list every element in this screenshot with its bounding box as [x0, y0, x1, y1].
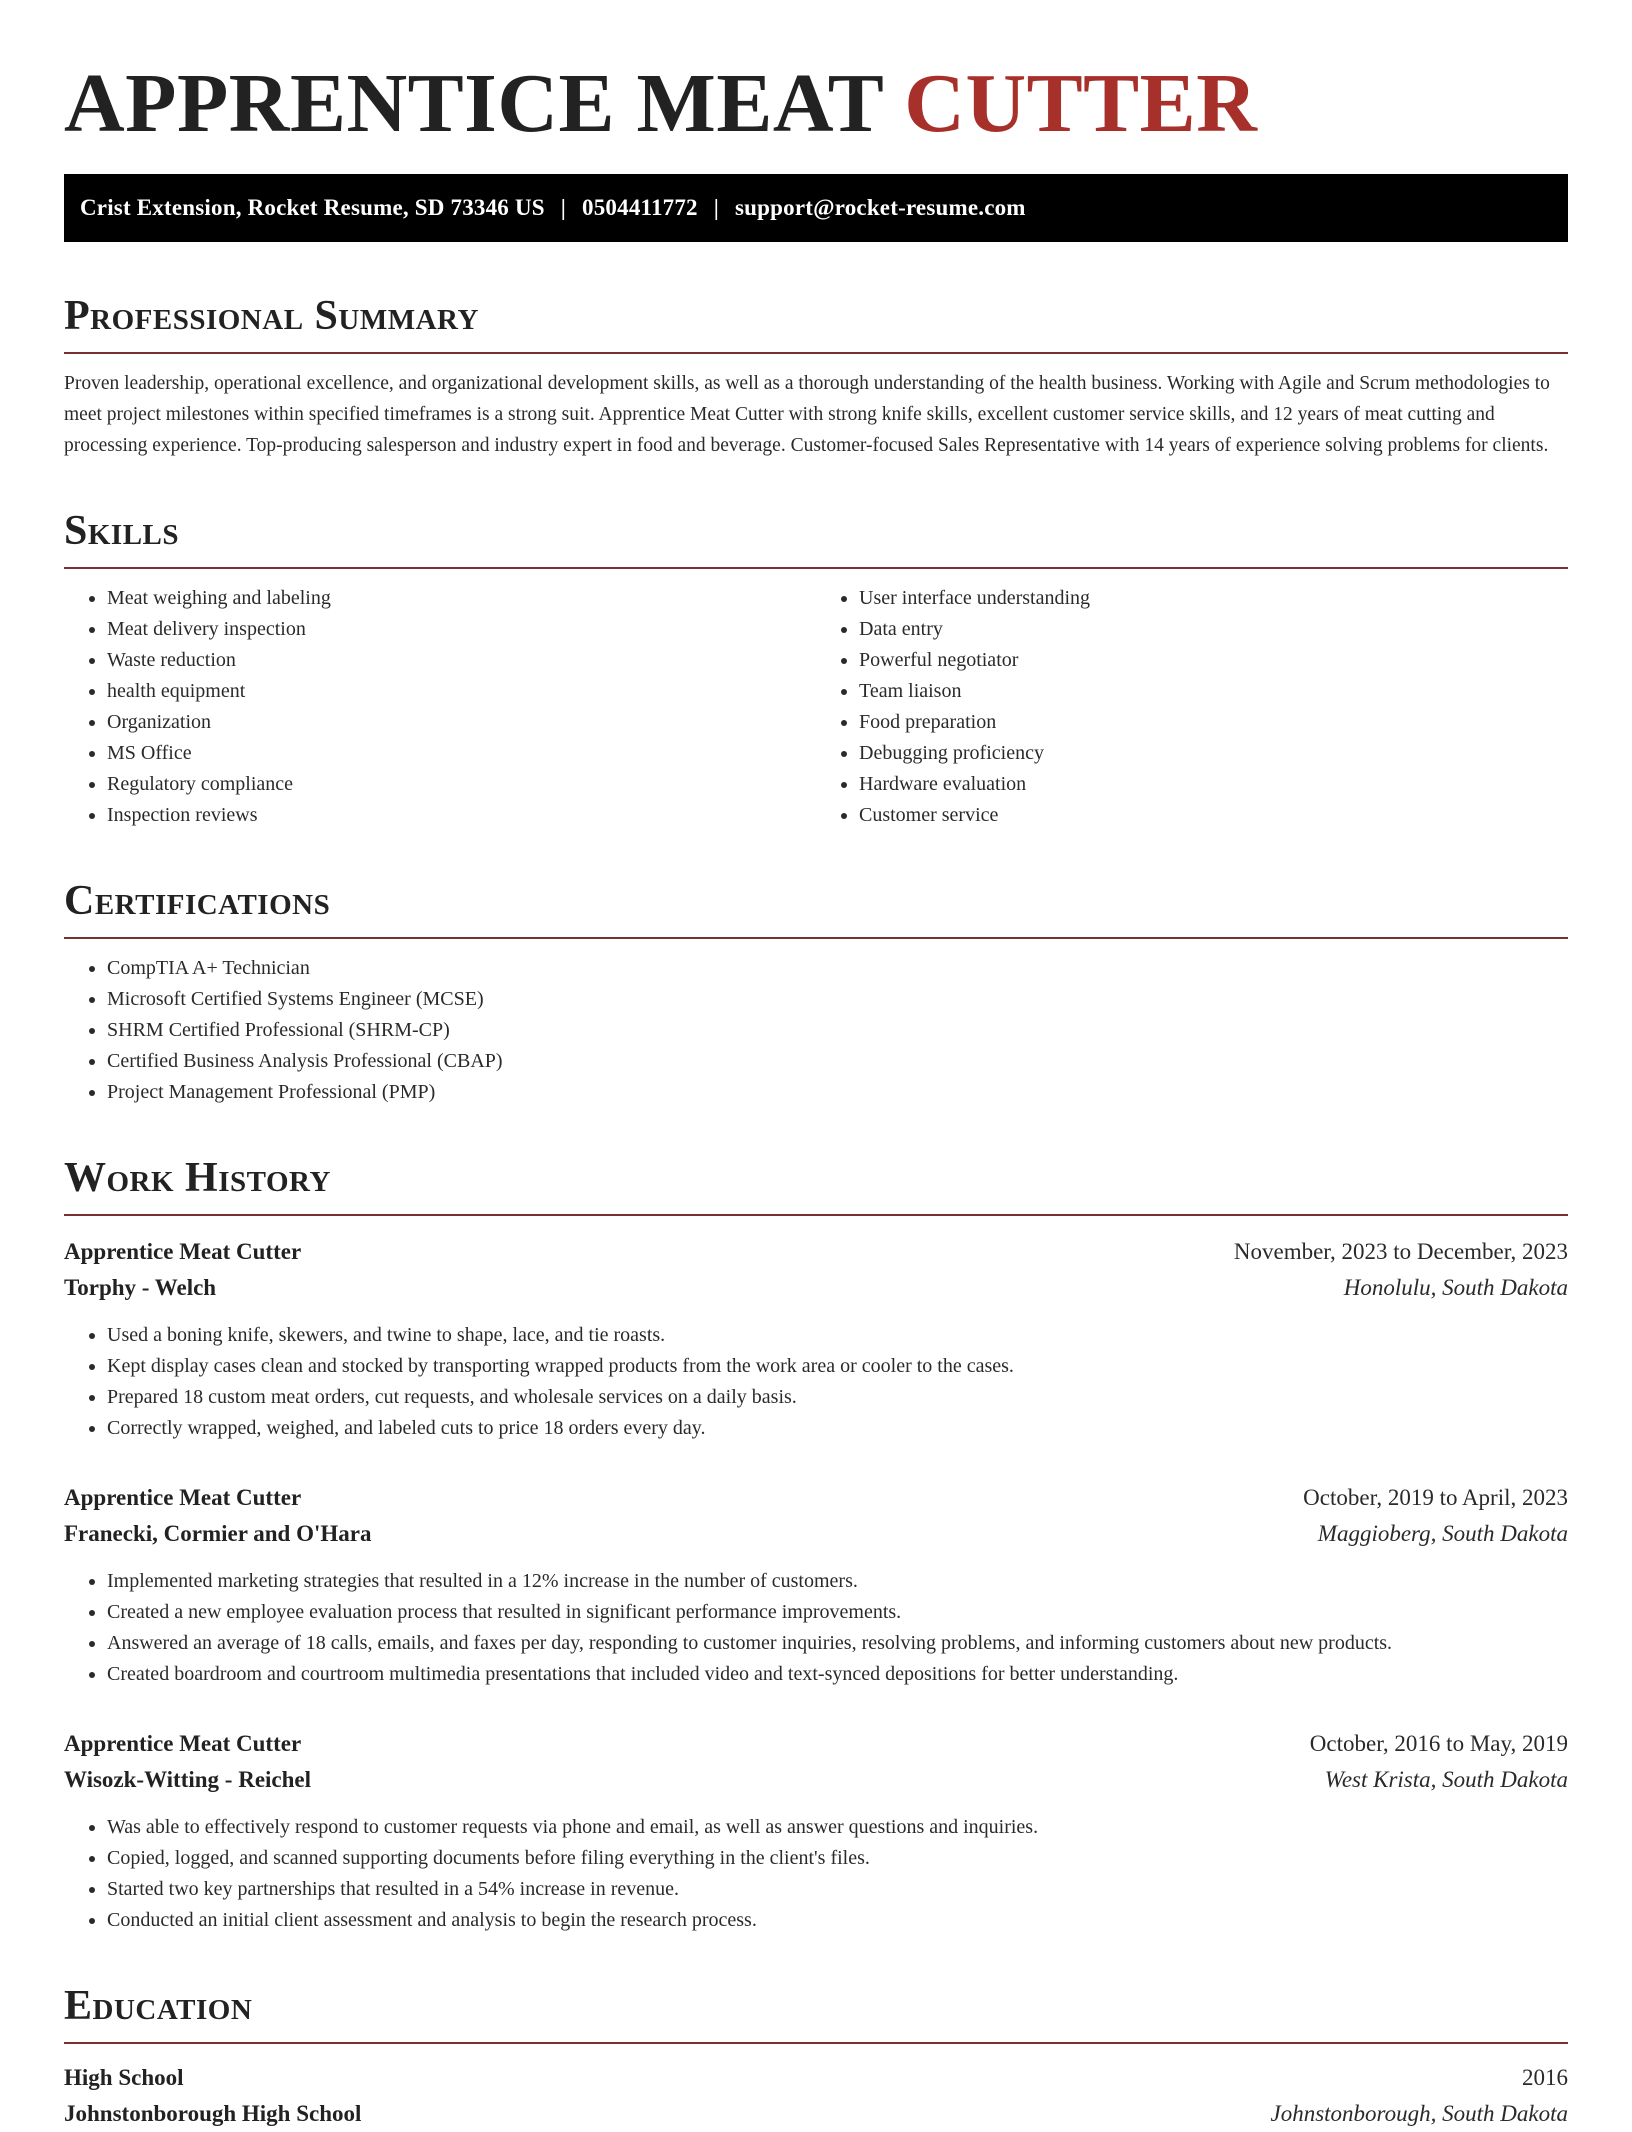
skill-item: • Hardware evaluation — [859, 769, 1568, 800]
job-bullets — [64, 1812, 1568, 1936]
summary-section — [64, 290, 1568, 461]
job-bullet: • Started two key partnerships that resulted in a 54% increase in revenue. — [107, 1874, 1568, 1905]
job-entry — [64, 1234, 1568, 1444]
job-company-row — [64, 1270, 1568, 1306]
skill-item: • Meat weighing and labeling — [107, 583, 816, 614]
summary-text: Proven leadership, operational excellence, and organizational development skills, as well as a thorough understanding of the health business. Working with Agile and Scrum methodologies to meet project milestones within specified timeframes is a strong suit. Apprentice Meat Cutter with strong knife skills, excellent customer service skills, and 12 years of meat cutting and processing experience. Top-producing salesperson and industry expert in food and beverage. Customer-focused Sales Representative with 14 years of experience solving problems for clients. — [64, 373, 1550, 456]
skills-section — [64, 505, 1568, 831]
job-bullet: • Prepared 18 custom meat orders, cut requests, and wholesale services on a daily basis. — [107, 1382, 1568, 1413]
skill-item: • Waste reduction — [107, 645, 816, 676]
skill-item: • Inspection reviews — [107, 800, 816, 831]
skill-item: • Team liaison — [859, 676, 1568, 707]
job-title: Apprentice Meat Cutter — [64, 1485, 302, 1510]
contact-address: Crist Extension, Rocket Resume, SD 73346 US — [80, 195, 545, 220]
job-bullet: • Correctly wrapped, weighed, and labeled cuts to price 18 orders every day. — [107, 1413, 1568, 1444]
certifications-section — [64, 875, 1568, 1108]
job-bullet: • Used a boning knife, skewers, and twine to shape, lace, and tie roasts. — [107, 1320, 1568, 1351]
skill-item: • Food preparation — [859, 707, 1568, 738]
job-location: West Krista, South Dakota — [1324, 1767, 1568, 1792]
section-heading-certifications: Certifications — [64, 875, 1568, 939]
job-bullet: • Answered an average of 18 calls, emails, and faxes per day, responding to customer inquiries, resolving problems, and informing customers about new products. — [107, 1628, 1568, 1659]
education-school-row — [64, 2096, 1568, 2132]
job-bullet: • Created boardroom and courtroom multimedia presentations that included video and text-synced depositions for better understanding. — [107, 1659, 1568, 1690]
education-section — [64, 1980, 1568, 2132]
education-year: 2016 — [1522, 2065, 1568, 2090]
certification-item: • SHRM Certified Professional (SHRM-CP) — [107, 1015, 1568, 1046]
section-heading-education: Education — [64, 1980, 1568, 2044]
section-heading-work-history: Work History — [64, 1152, 1568, 1216]
skill-item: • User interface understanding — [859, 583, 1568, 614]
job-bullets — [64, 1320, 1568, 1444]
certification-item: • Project Management Professional (PMP) — [107, 1077, 1568, 1108]
skill-item: • health equipment — [107, 676, 816, 707]
skill-item: • Regulatory compliance — [107, 769, 816, 800]
certifications-list — [64, 953, 1568, 1108]
page-title — [64, 56, 1568, 152]
job-bullet: • Implemented marketing strategies that resulted in a 12% increase in the number of customers. — [107, 1566, 1568, 1597]
job-bullets — [64, 1566, 1568, 1690]
job-title: Apprentice Meat Cutter — [64, 1239, 302, 1264]
skills-list-right — [816, 583, 1568, 831]
job-company: Franecki, Cormier and O'Hara — [64, 1521, 372, 1546]
education-school: Johnstonborough High School — [64, 2101, 362, 2126]
title-main: APPRENTICE MEAT — [64, 57, 883, 150]
section-heading-skills: Skills — [64, 505, 1568, 569]
contact-separator: | — [560, 195, 567, 220]
job-header-row — [64, 1726, 1568, 1762]
education-entry — [64, 2060, 1568, 2132]
skill-item: • Data entry — [859, 614, 1568, 645]
certification-item: • Microsoft Certified Systems Engineer (MCSE) — [107, 984, 1568, 1015]
job-bullet: • Created a new employee evaluation process that resulted in significant performance improvements. — [107, 1597, 1568, 1628]
section-heading-summary: Professional Summary — [64, 290, 1568, 354]
job-bullet: • Conducted an initial client assessment and analysis to begin the research process. — [107, 1905, 1568, 1936]
job-dates: November, 2023 to December, 2023 — [1233, 1239, 1568, 1264]
job-header-row — [64, 1234, 1568, 1270]
skills-list-left — [64, 583, 816, 831]
job-bullet: • Kept display cases clean and stocked by transporting wrapped products from the work area or cooler to the cases. — [107, 1351, 1568, 1382]
job-company-row — [64, 1762, 1568, 1798]
job-header-row — [64, 1480, 1568, 1516]
skill-item: • Powerful negotiator — [859, 645, 1568, 676]
job-location: Maggioberg, South Dakota — [1317, 1521, 1568, 1546]
skill-item: • MS Office — [107, 738, 816, 769]
work-history-section — [64, 1152, 1568, 1936]
skill-item: • Debugging proficiency — [859, 738, 1568, 769]
job-company: Torphy - Welch — [64, 1275, 217, 1300]
job-company: Wisozk-Witting - Reichel — [64, 1767, 312, 1792]
contact-email: support@rocket-resume.com — [735, 195, 1026, 220]
education-degree: High School — [64, 2065, 184, 2090]
job-entry — [64, 1726, 1568, 1936]
job-company-row — [64, 1516, 1568, 1552]
job-dates: October, 2016 to May, 2019 — [1309, 1731, 1568, 1756]
job-bullet: • Was able to effectively respond to customer requests via phone and email, as well as answer questions and inquiries. — [107, 1812, 1568, 1843]
skill-item: • Organization — [107, 707, 816, 738]
contact-phone: 0504411772 — [582, 195, 698, 220]
certification-item: • CompTIA A+ Technician — [107, 953, 1568, 984]
education-header-row — [64, 2060, 1568, 2096]
title-accent: CUTTER — [904, 57, 1258, 150]
job-dates: October, 2019 to April, 2023 — [1303, 1485, 1568, 1510]
certification-item: • Certified Business Analysis Professional (CBAP) — [107, 1046, 1568, 1077]
skills-grid — [64, 583, 1568, 831]
contact-bar — [64, 174, 1568, 242]
skill-item: • Meat delivery inspection — [107, 614, 816, 645]
contact-separator: | — [713, 195, 720, 220]
skill-item: • Customer service — [859, 800, 1568, 831]
job-title: Apprentice Meat Cutter — [64, 1731, 302, 1756]
job-bullet: • Copied, logged, and scanned supporting documents before filing everything in the client's files. — [107, 1843, 1568, 1874]
job-location: Honolulu, South Dakota — [1343, 1275, 1568, 1300]
job-entry — [64, 1480, 1568, 1690]
education-location: Johnstonborough, South Dakota — [1270, 2101, 1568, 2126]
